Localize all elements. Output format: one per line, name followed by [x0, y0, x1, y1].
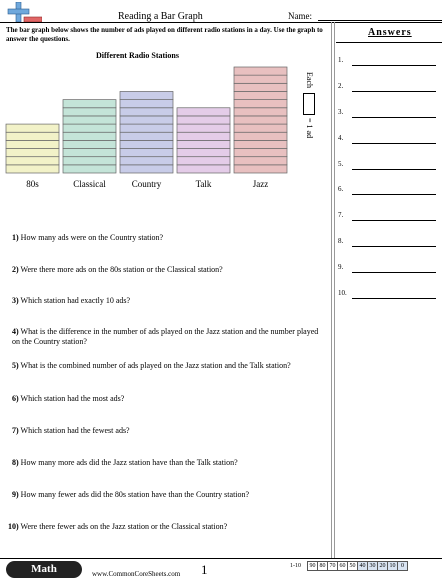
instructions: The bar graph below shows the number of ads played on different radio stations in a day. Use the graph to answer the questions. [6, 26, 323, 43]
bar-chart [0, 60, 330, 190]
answer-field-3[interactable] [352, 117, 436, 118]
category-label: 80s [26, 179, 39, 189]
bar-unit [6, 165, 59, 173]
question-text: Which station had exactly 10 ads? [20, 296, 131, 305]
answer-field-7[interactable] [352, 220, 436, 221]
bar-unit [120, 124, 173, 132]
answer-field-1[interactable] [352, 65, 436, 66]
question-number: 1) [12, 233, 19, 242]
category-label: Talk [195, 179, 212, 189]
question-text: Were there more ads on the 80s station or the Classical station? [20, 265, 223, 274]
answers-divider [336, 42, 442, 43]
page-title: Reading a Bar Graph [118, 11, 203, 22]
answer-field-9[interactable] [352, 272, 436, 273]
category-label: Jazz [252, 179, 269, 189]
chart-title: Different Radio Stations [96, 51, 179, 60]
answer-row-2 [338, 82, 442, 94]
answer-row-5 [338, 160, 442, 172]
bar-unit [63, 140, 116, 148]
footer-divider [0, 558, 442, 559]
bar-unit [234, 140, 287, 148]
bar-unit [120, 140, 173, 148]
question-text: How many fewer ads did the 80s station have than the Country station? [20, 490, 250, 499]
bar-unit [234, 165, 287, 173]
question-text: What is the difference in the number of ads played on the Jazz station and the number played on the Country station? [12, 327, 319, 346]
question-number: 8) [12, 458, 19, 467]
score-cell: 30 [367, 561, 378, 571]
question-1 [12, 233, 326, 243]
bar-unit [177, 108, 230, 116]
answer-number: 3. [338, 108, 344, 116]
bar-unit [63, 149, 116, 157]
key-unit-box [303, 93, 315, 115]
answer-row-7 [338, 211, 442, 223]
bar-unit [6, 149, 59, 157]
question-10 [8, 522, 322, 532]
question-8 [12, 458, 326, 468]
answer-number: 4. [338, 134, 344, 142]
column-divider [331, 22, 332, 558]
answer-field-5[interactable] [352, 169, 436, 170]
bar-unit [6, 140, 59, 148]
score-cell: 60 [337, 561, 348, 571]
question-text: How many ads were on the Country station? [20, 233, 164, 242]
bar-unit [234, 83, 287, 91]
answer-number: 5. [338, 160, 344, 168]
site-url: www.CommonCoreSheets.com [92, 570, 181, 578]
question-5 [12, 361, 326, 371]
bar-jazz [234, 67, 287, 173]
score-cell: 0 [397, 561, 408, 571]
math-badge-label: Math [31, 563, 57, 575]
question-number: 9) [12, 490, 19, 499]
math-badge [6, 561, 82, 578]
bar-unit [6, 157, 59, 165]
answer-field-6[interactable] [352, 194, 436, 195]
category-label: Classical [73, 179, 106, 189]
answer-row-6 [338, 185, 442, 197]
answer-number: 6. [338, 185, 344, 193]
bar-unit [234, 100, 287, 108]
bar-unit [177, 124, 230, 132]
question-4 [12, 327, 326, 347]
answer-row-4 [338, 134, 442, 146]
answer-number: 8. [338, 237, 344, 245]
bar-unit [234, 108, 287, 116]
answer-number: 7. [338, 211, 344, 219]
question-text: Which station had the fewest ads? [20, 426, 130, 435]
name-label: Name: [288, 11, 312, 21]
question-7 [12, 426, 326, 436]
bar-unit [177, 116, 230, 124]
bar-unit [63, 108, 116, 116]
score-cell: 70 [327, 561, 338, 571]
question-number: 6) [12, 394, 19, 403]
score-cell: 90 [307, 561, 318, 571]
bar-unit [63, 132, 116, 140]
score-cell: 40 [357, 561, 368, 571]
bar-unit [234, 91, 287, 99]
bar-unit [234, 132, 287, 140]
answer-number: 9. [338, 263, 344, 271]
question-3 [12, 296, 326, 306]
bar-unit [63, 100, 116, 108]
answer-number: 2. [338, 82, 344, 90]
answer-field-10[interactable] [352, 298, 436, 299]
bar-unit [120, 91, 173, 99]
question-text: How many more ads did the Jazz station have than the Talk station? [20, 458, 238, 467]
question-2 [12, 265, 326, 275]
question-number: 10) [8, 522, 19, 531]
bar-unit [234, 116, 287, 124]
score-cell: 50 [347, 561, 358, 571]
bar-unit [63, 124, 116, 132]
header-divider [0, 22, 442, 23]
answer-row-3 [338, 108, 442, 120]
bar-unit [177, 149, 230, 157]
bar-80s [6, 124, 59, 173]
score-range: 1-10 [290, 563, 301, 569]
bar-unit [120, 116, 173, 124]
key-each-label: Each [305, 72, 314, 88]
bar-unit [120, 100, 173, 108]
bar-unit [234, 67, 287, 75]
score-cell: 20 [377, 561, 388, 571]
bar-unit [63, 165, 116, 173]
question-text: Were there fewer ads on the Jazz station or the Classical station? [20, 522, 228, 531]
answer-field-2[interactable] [352, 91, 436, 92]
question-text: Which station had the most ads? [20, 394, 125, 403]
question-9 [12, 490, 326, 500]
bar-unit [234, 124, 287, 132]
bar-unit [63, 116, 116, 124]
question-6 [12, 394, 326, 404]
bar-unit [177, 165, 230, 173]
column-divider [334, 22, 335, 558]
page-number: 1 [201, 562, 208, 577]
answer-field-4[interactable] [352, 143, 436, 144]
question-number: 2) [12, 265, 19, 274]
bar-unit [177, 132, 230, 140]
chart-key [300, 72, 320, 152]
bar-unit [234, 149, 287, 157]
question-number: 7) [12, 426, 19, 435]
score-cell: 10 [387, 561, 398, 571]
bar-unit [120, 132, 173, 140]
name-field[interactable] [318, 20, 442, 21]
question-text: What is the combined number of ads played on the Jazz station and the Talk station? [20, 361, 291, 370]
answers-heading: Answers [368, 27, 412, 38]
answer-field-8[interactable] [352, 246, 436, 247]
bar-unit [120, 149, 173, 157]
answer-row-8 [338, 237, 442, 249]
score-cell: 80 [317, 561, 328, 571]
category-label: Country [131, 179, 162, 189]
answer-row-10 [338, 289, 442, 301]
key-unit-label: = 1 ad [305, 118, 314, 139]
bar-unit [6, 124, 59, 132]
bar-country [120, 91, 173, 173]
bar-unit [177, 157, 230, 165]
score-table [308, 561, 408, 571]
answer-number: 10. [338, 289, 347, 297]
bar-unit [234, 75, 287, 83]
bar-unit [6, 132, 59, 140]
bar-classical [63, 100, 116, 173]
bar-unit [177, 140, 230, 148]
bar-talk [177, 108, 230, 173]
question-number: 5) [12, 361, 19, 370]
bar-unit [120, 165, 173, 173]
bar-unit [120, 108, 173, 116]
question-number: 4) [12, 327, 19, 336]
answer-number: 1. [338, 56, 344, 64]
answer-row-1 [338, 56, 442, 68]
question-number: 3) [12, 296, 19, 305]
bar-unit [234, 157, 287, 165]
math-logo-icon [4, 2, 42, 24]
bar-unit [120, 157, 173, 165]
answer-row-9 [338, 263, 442, 275]
bar-unit [63, 157, 116, 165]
